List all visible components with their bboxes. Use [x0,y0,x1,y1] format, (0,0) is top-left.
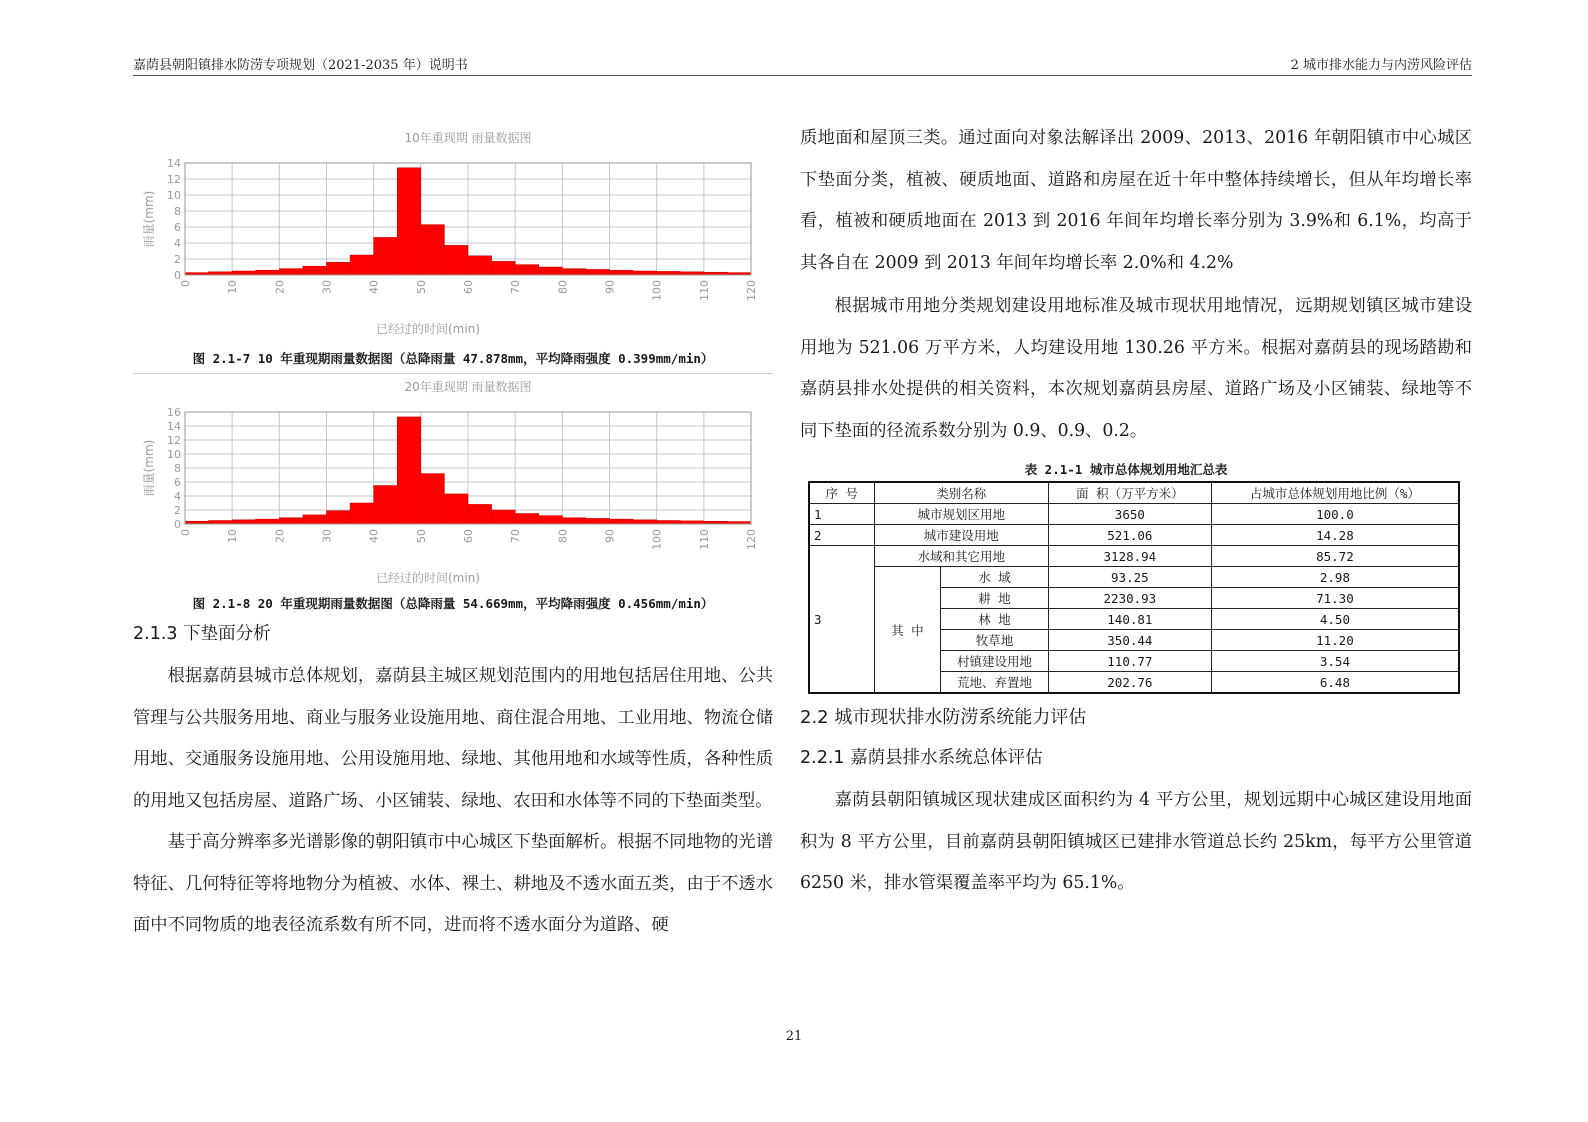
bar [350,503,374,524]
y-tick-label: 12 [167,173,181,186]
bar [492,261,516,275]
bar [657,521,681,525]
bar [279,518,303,524]
table-cell: 牧草地 [941,630,1049,651]
bar [232,520,256,524]
bar [327,262,351,275]
table-row [809,504,1459,525]
bar [279,269,303,275]
table-header: 占城市总体规划用地比例（%） [1211,482,1459,504]
chart-title: 20年重现期 雨量数据图 [404,380,532,394]
bar [327,511,351,524]
table-cell: 202.76 [1048,672,1211,694]
table-header: 类别名称 [874,482,1048,504]
paragraph: 根据城市用地分类规划建设用地标准及城市现状用地情况，远期规划镇区城市建设用地为 521.06 万平方米，人均建设用地 130.26 平方米。根据对嘉荫县的现场踏勘和嘉荫县排水处提供的相关资料，本次规划嘉荫县房屋、道路广场及小区铺装、绿地等不同下垫面的径流系数分别为 0.9、0.9、0.2。 [800,296,1472,441]
bar [374,237,398,275]
table-header-row [809,482,1459,504]
table-cell: 71.30 [1211,588,1459,609]
y-tick-label: 10 [167,189,181,202]
bar [492,510,516,524]
y-tick-label: 0 [174,518,181,531]
x-axis-label: 已经过的时间(min) [376,322,480,336]
x-tick-label: 40 [367,529,381,543]
section-heading-2-2-1: 2.2.1 嘉荫县排水系统总体评估 [800,748,1043,768]
table-cell: 85.72 [1211,546,1459,567]
x-tick-label: 110 [697,280,711,301]
y-tick-label: 2 [174,253,181,266]
bar [468,504,492,524]
y-axis-label: 雨量(mm) [142,190,156,248]
paragraph: 嘉荫县朝阳镇城区现状建成区面积约为 4 平方公里，规划远期中心城区建设用地面积为 8 平方公里，目前嘉荫县朝阳镇城区已建排水管道总长约 25km，每平方公里管道 6250 米，排水管渠覆盖率平均为 65.1%。 [800,790,1472,893]
header-divider [133,75,1472,76]
bar [633,271,657,275]
y-tick-label: 16 [167,406,181,419]
y-tick-label: 10 [167,448,181,461]
table-cell: 6.48 [1211,672,1459,694]
section-heading-2-2: 2.2 城市现状排水防涝系统能力评估 [800,707,1087,728]
bar [350,255,374,275]
bar [657,271,681,275]
chart-10yr [133,125,773,343]
x-tick-label: 40 [367,280,381,294]
table-cell: 3 [809,546,874,694]
paragraph: 根据嘉荫县城市总体规划，嘉荫县主城区规划范围内的用地包括居住用地、公共管理与公共服务用地、商业与服务业设施用地、商住混合用地、工业用地、物流仓储用地、交通服务设施用地、公用设施用地、绿地、其他用地和水域等性质，各种性质的用地又包括房屋、道路广场、小区铺装、绿地、农田和水体等不同的下垫面类型。 [133,666,773,811]
figure-caption-10yr: 图 2.1-7 10 年重现期雨量数据图（总降雨量 47.878mm，平均降雨强度 0.399mm/min） [192,351,714,366]
table-cell: 350.44 [1048,630,1211,651]
table-cell: 3128.94 [1048,546,1211,567]
bar [444,245,468,275]
table-row [809,546,1459,567]
x-tick-label: 70 [509,529,523,543]
header-left: 嘉荫县朝阳镇排水防涝专项规划（2021-2035 年）说明书 [133,58,468,73]
x-tick-label: 100 [650,280,664,301]
page-number: 21 [785,1029,803,1044]
table-cell: 村镇建设用地 [941,651,1049,672]
table-row [809,525,1459,546]
bar [421,474,445,524]
table-cell: 3.54 [1211,651,1459,672]
y-tick-label: 8 [174,205,181,218]
y-tick-label: 12 [167,434,181,447]
bar [256,519,280,524]
table-cell: 93.25 [1048,567,1211,588]
table-cell: 林 地 [941,609,1049,630]
bar [421,225,445,275]
y-tick-label: 14 [167,420,181,433]
table-cell: 1 [809,504,874,525]
paragraph: 质地面和屋顶三类。通过面向对象法解译出 2009、2013、2016 年朝阳镇市中心城区下垫面分类，植被、硬质地面、道路和房屋在近十年中整体持续增长，但从年均增长率看，植被和硬质地面在 2013 到 2016 年间年均增长率分别为 3.9%和 6.1%，均高于其各自在 2009 到 2013 年间年均增长率 2.0%和 4.2% [800,128,1472,273]
table-header: 面 积（万平方米） [1048,482,1211,504]
bar [539,516,563,524]
y-tick-label: 8 [174,462,181,475]
table-row [809,567,1459,588]
bar [397,168,421,275]
bar [303,515,327,524]
table-cell: 110.77 [1048,651,1211,672]
table-cell: 水域和其它用地 [874,546,1048,567]
y-tick-label: 4 [174,237,181,250]
bar [633,520,657,524]
bar [515,514,539,525]
land-use-table [808,481,1460,694]
x-axis-label: 已经过的时间(min) [376,571,480,585]
x-tick-label: 30 [320,280,334,294]
table-cell: 140.81 [1048,609,1211,630]
x-tick-label: 0 [179,280,192,287]
table-cell: 521.06 [1048,525,1211,546]
x-tick-label: 90 [603,529,617,543]
x-tick-label: 20 [273,529,287,543]
y-tick-label: 4 [174,490,181,503]
chart-title: 10年重现期 雨量数据图 [404,131,532,145]
bar [562,269,586,275]
x-tick-label: 30 [320,529,334,543]
table-caption: 表 2.1-1 城市总体规划用地汇总表 [1024,462,1228,477]
bar [303,266,327,275]
x-tick-label: 50 [414,280,428,294]
right-column [800,118,1472,905]
table-cell: 100.0 [1211,504,1459,525]
bar [586,269,610,275]
y-tick-label: 2 [174,504,181,517]
table-cell: 水 域 [941,567,1049,588]
x-tick-label: 10 [226,529,240,543]
paragraph: 基于高分辨率多光谱影像的朝阳镇市中心城区下垫面解析。根据不同地物的光谱特征、几何特征等将地物分为植被、水体、裸土、耕地及不透水面五类，由于不透水面中不同物质的地表径流系数有所不同，进而将不透水面分为道路、硬 [133,832,773,935]
x-tick-label: 100 [650,529,664,550]
bar [515,265,539,275]
y-tick-label: 14 [167,157,181,170]
bar [444,494,468,524]
table-cell: 荒地、弃置地 [941,672,1049,694]
y-tick-label: 6 [174,221,181,234]
bar [209,521,233,525]
x-tick-label: 10 [226,280,240,294]
table-cell: 耕 地 [941,588,1049,609]
table-cell: 4.50 [1211,609,1459,630]
bar [586,518,610,524]
table-cell: 2 [809,525,874,546]
figure-caption-20yr: 图 2.1-8 20 年重现期雨量数据图（总降雨量 54.669mm，平均降雨强度 0.456mm/min） [192,596,714,611]
table-header: 序 号 [809,482,874,504]
chart-20yr [133,374,773,592]
x-tick-label: 50 [414,529,428,543]
table-group-cell: 其 中 [874,567,941,694]
bar [610,519,634,524]
bar [539,267,563,275]
x-tick-label: 110 [697,529,711,550]
bar [374,486,398,525]
y-axis-label: 雨量(mm) [142,439,156,497]
x-tick-label: 70 [509,280,523,294]
bar [468,256,492,275]
x-tick-label: 60 [462,280,475,294]
table-cell: 11.20 [1211,630,1459,651]
x-tick-label: 80 [556,529,570,543]
y-tick-label: 6 [174,476,181,489]
table-cell: 2.98 [1211,567,1459,588]
x-tick-label: 60 [462,529,475,543]
table-cell: 2230.93 [1048,588,1211,609]
x-tick-label: 20 [273,280,287,294]
x-tick-label: 80 [556,280,570,294]
section-heading-2-1-3: 2.1.3 下垫面分析 [133,624,271,644]
x-tick-label: 120 [745,280,758,301]
x-tick-label: 90 [603,280,617,294]
x-tick-label: 120 [745,529,758,550]
x-tick-label: 0 [179,529,192,536]
left-text [133,620,773,947]
bar [256,270,280,275]
table-cell: 城市规划区用地 [874,504,1048,525]
bar [562,518,586,524]
bar [397,417,421,524]
bar [610,270,634,275]
y-tick-label: 0 [174,269,181,282]
header-right: 2 城市排水能力与内涝风险评估 [1290,58,1472,73]
table-cell: 城市建设用地 [874,525,1048,546]
table-cell: 3650 [1048,504,1211,525]
table-cell: 14.28 [1211,525,1459,546]
bar [232,271,256,275]
left-column [133,125,773,612]
